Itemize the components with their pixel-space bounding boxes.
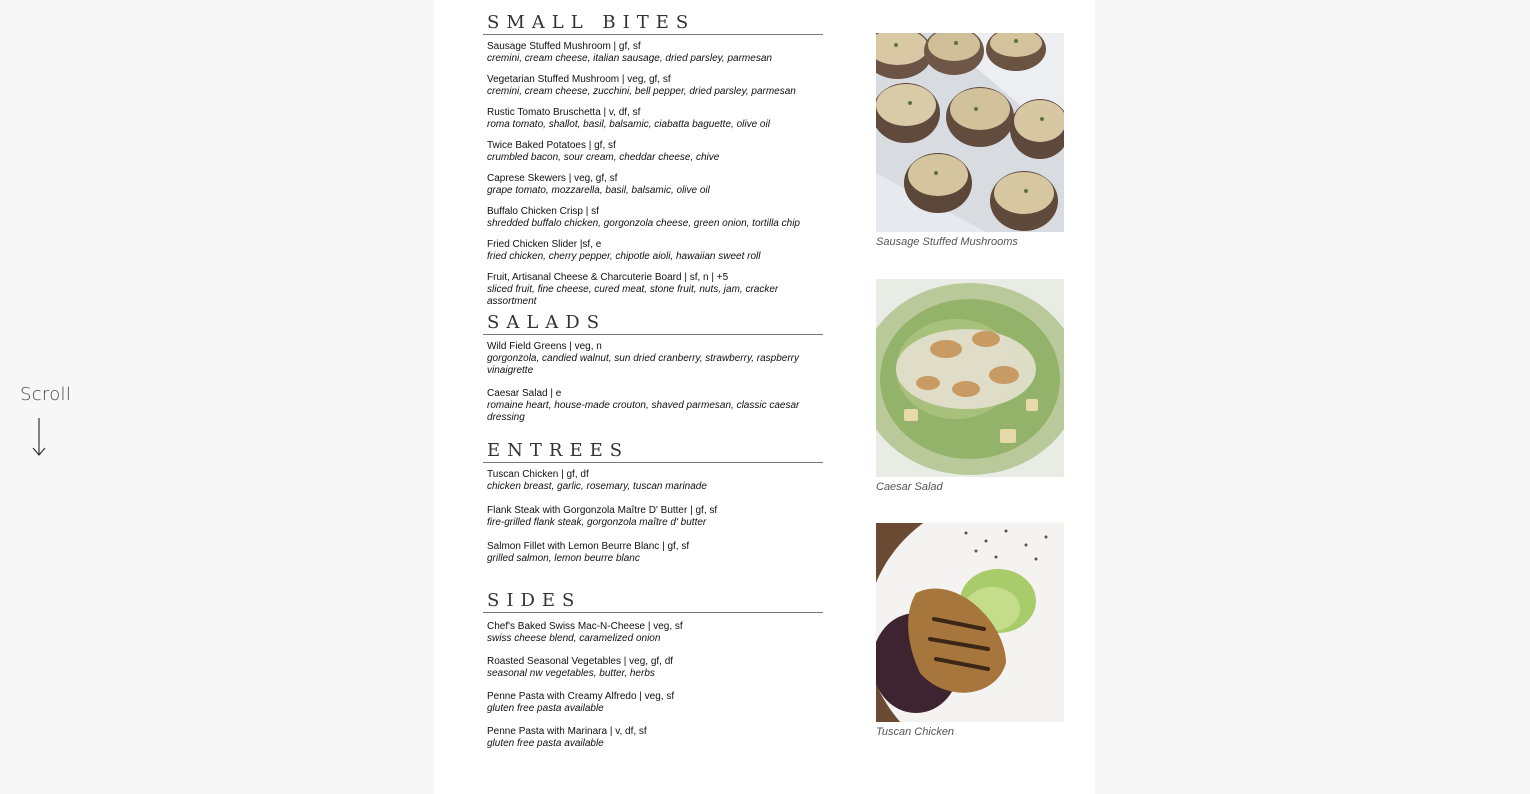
item-description: roma tomato, shallot, basil, balsamic, ciabatta baguette, olive oil [487, 119, 770, 130]
item-name: Salmon Fillet with Lemon Beurre Blanc | gf, sf [487, 541, 690, 552]
section-sides [483, 590, 823, 750]
section-title: SALADS [483, 312, 823, 335]
section-salads [483, 312, 823, 424]
menu-item [483, 691, 823, 715]
scroll-label: Scroll [20, 384, 72, 405]
photo-caption: Tuscan Chicken [876, 726, 955, 738]
photo-caption: Sausage Stuffed Mushrooms [876, 236, 1018, 248]
item-name: Flank Steak with Gorgonzola Maître D' Butter | gf, sf [487, 505, 718, 516]
item-description: fire-grilled flank steak, gorgonzola maître d' butter [487, 517, 707, 528]
item-description: shredded buffalo chicken, gorgonzola cheese, green onion, tortilla chip [487, 218, 800, 229]
item-name: Caprese Skewers | veg, gf, sf [487, 173, 618, 184]
item-name: Roasted Seasonal Vegetables | veg, gf, df [487, 656, 674, 667]
item-description: sliced fruit, fine cheese, cured meat, stone fruit, nuts, jam, cracker assortment [487, 284, 779, 307]
tuscan-chicken-photo[interactable] [876, 523, 1064, 722]
item-description: cremini, cream cheese, italian sausage, dried parsley, parmesan [487, 53, 772, 64]
item-description: swiss cheese blend, caramelized onion [487, 633, 661, 644]
arrow-down-icon [32, 418, 46, 458]
photo-card-mushrooms[interactable] [876, 33, 1064, 248]
item-name: Caesar Salad | e [487, 388, 562, 399]
menu-item [483, 469, 823, 493]
item-name: Wild Field Greens | veg, n [487, 341, 602, 352]
item-name: Penne Pasta with Marinara | v, df, sf [487, 726, 647, 737]
menu-item [483, 173, 823, 197]
item-description: chicken breast, garlic, rosemary, tuscan marinade [487, 481, 707, 492]
caesar-salad-photo[interactable] [876, 279, 1064, 477]
section-title: ENTREES [483, 440, 823, 463]
item-description: seasonal nw vegetables, butter, herbs [487, 668, 655, 679]
menu-item [483, 107, 823, 131]
item-description: crumbled bacon, sour cream, cheddar cheese, chive [487, 152, 720, 163]
menu-item [483, 41, 823, 65]
photo-card-caesar-salad[interactable] [876, 279, 1064, 493]
menu-item [483, 621, 823, 645]
item-description: gorgonzola, candied walnut, sun dried cranberry, strawberry, raspberry vinaigrette [487, 353, 800, 376]
menu-item [483, 341, 807, 377]
photo-card-tuscan-chicken[interactable] [876, 523, 1064, 738]
scroll-hint[interactable] [20, 384, 80, 405]
item-name: Chef's Baked Swiss Mac-N-Cheese | veg, sf [487, 621, 683, 632]
item-description: cremini, cream cheese, zucchini, bell pepper, dried parsley, parmesan [487, 86, 796, 97]
menu-item [483, 388, 807, 424]
menu-item [483, 74, 823, 98]
item-name: Fruit, Artisanal Cheese & Charcuterie Board | sf, n | +5 [487, 272, 729, 283]
section-entrees [483, 440, 823, 565]
item-name: Fried Chicken Slider |sf, e [487, 239, 602, 250]
item-name: Twice Baked Potatoes | gf, sf [487, 140, 616, 151]
item-description: grape tomato, mozzarella, basil, balsamic, olive oil [487, 185, 710, 196]
menu-item [483, 206, 823, 230]
item-description: fried chicken, cherry pepper, chipotle aioli, hawaiian sweet roll [487, 251, 761, 262]
section-title: SMALL BITES [483, 12, 823, 35]
item-description: gluten free pasta available [487, 738, 604, 749]
item-name: Rustic Tomato Bruschetta | v, df, sf [487, 107, 641, 118]
item-name: Tuscan Chicken | gf, df [487, 469, 589, 480]
menu-item [483, 541, 823, 565]
menu-item [483, 726, 823, 750]
menu-item [483, 140, 823, 164]
item-name: Buffalo Chicken Crisp | sf [487, 206, 599, 217]
item-name: Penne Pasta with Creamy Alfredo | veg, sf [487, 691, 675, 702]
menu-item [483, 239, 823, 263]
menu-item [483, 505, 823, 529]
section-small-bites [483, 12, 823, 308]
photo-caption: Caesar Salad [876, 481, 943, 493]
menu-item [483, 272, 823, 308]
mushrooms-photo[interactable] [876, 33, 1064, 232]
item-description: grilled salmon, lemon beurre blanc [487, 553, 640, 564]
item-description: gluten free pasta available [487, 703, 604, 714]
item-name: Vegetarian Stuffed Mushroom | veg, gf, sf [487, 74, 671, 85]
item-description: romaine heart, house-made crouton, shaved parmesan, classic caesar dressing [487, 400, 800, 423]
item-name: Sausage Stuffed Mushroom | gf, sf [487, 41, 641, 52]
menu-item [483, 656, 823, 680]
section-title: SIDES [483, 590, 823, 613]
